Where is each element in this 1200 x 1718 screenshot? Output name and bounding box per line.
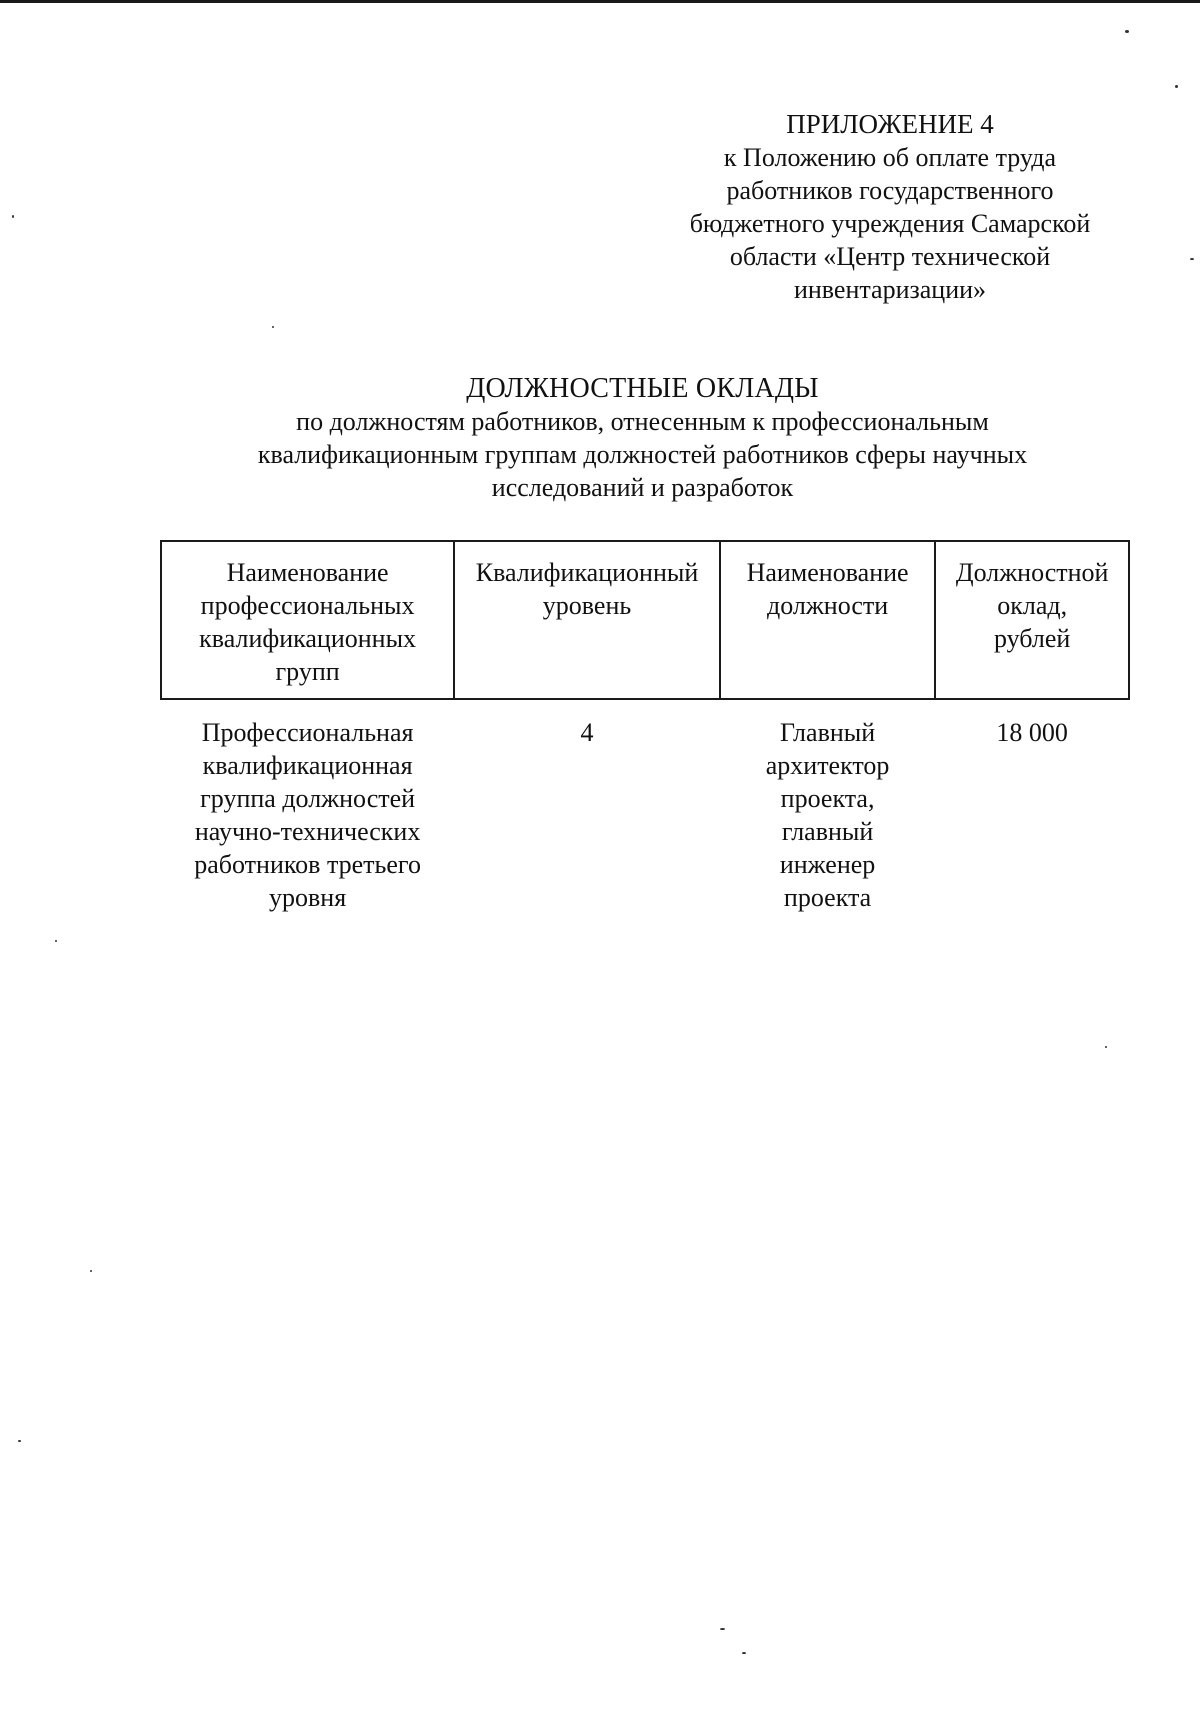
header-text: оклад, xyxy=(997,591,1068,620)
cell-qualification-level xyxy=(454,699,720,922)
document-title-block xyxy=(150,372,1135,504)
cell-text: 4 xyxy=(580,718,594,747)
scan-speck xyxy=(55,940,57,942)
appendix-line: к Положению об оплате труда xyxy=(723,143,1057,172)
cell-text: Главный xyxy=(779,718,876,747)
header-text: квалификационных xyxy=(199,624,417,653)
appendix-line: работников государственного xyxy=(726,176,1054,205)
salary-table xyxy=(160,540,1130,922)
header-text: рублей xyxy=(993,624,1071,653)
scan-speck xyxy=(272,326,274,328)
appendix-heading: ПРИЛОЖЕНИЕ 4 xyxy=(786,109,994,139)
document-subtitle-line: по должностям работников, отнесенным к профессиональным xyxy=(296,407,989,436)
cell-text: Профессиональная xyxy=(201,718,414,747)
header-text: профессиональных xyxy=(200,591,415,620)
header-text: уровень xyxy=(542,591,632,620)
cell-text: 18 000 xyxy=(996,718,1068,747)
document-subtitle-line: исследований и разработок xyxy=(491,473,794,502)
cell-text: научно-технических xyxy=(194,817,421,846)
cell-professional-group xyxy=(161,699,454,922)
scan-speck xyxy=(742,1652,746,1654)
appendix-block xyxy=(640,108,1140,306)
document-title: ДОЛЖНОСТНЫЕ ОКЛАДЫ xyxy=(466,373,819,404)
scan-speck xyxy=(1125,30,1129,33)
cell-text: работников третьего xyxy=(194,850,421,879)
cell-text: архитектор xyxy=(765,751,890,780)
cell-text: проекта, xyxy=(780,784,875,813)
document-subtitle-line: квалификационным группам должностей работников сферы научных xyxy=(257,440,1028,469)
scan-speck xyxy=(18,1440,21,1442)
header-text: Квалификационный xyxy=(475,558,699,587)
header-cell-qualification-level xyxy=(454,541,720,699)
scan-speck xyxy=(1105,1046,1107,1048)
page-top-rule xyxy=(0,0,1200,3)
cell-text: инженер xyxy=(779,850,876,879)
scan-speck xyxy=(720,1628,725,1630)
scan-speck xyxy=(1175,85,1178,88)
header-text: Наименование xyxy=(746,558,909,587)
cell-text: группа должностей xyxy=(200,784,416,813)
cell-text: главный xyxy=(781,817,874,846)
header-text: Должностной xyxy=(955,558,1109,587)
scan-speck xyxy=(90,1270,92,1272)
appendix-line: области «Центр технической xyxy=(729,242,1051,271)
scan-speck xyxy=(1190,258,1194,260)
appendix-line: бюджетного учреждения Самарской xyxy=(689,209,1091,238)
header-cell-professional-groups xyxy=(161,541,454,699)
cell-text: уровня xyxy=(269,883,347,912)
header-text: должности xyxy=(766,591,889,620)
table-row xyxy=(161,699,1129,922)
appendix-line: инвентаризации» xyxy=(793,275,987,304)
header-cell-position-name xyxy=(720,541,935,699)
cell-salary xyxy=(935,699,1129,922)
cell-text: проекта xyxy=(783,883,872,912)
cell-position-name xyxy=(720,699,935,922)
header-text: групп xyxy=(275,657,340,686)
header-cell-salary xyxy=(935,541,1129,699)
header-text: Наименование xyxy=(226,558,389,587)
table-header-row xyxy=(161,541,1129,699)
cell-text: квалификационная xyxy=(202,751,413,780)
scan-speck xyxy=(12,215,14,218)
